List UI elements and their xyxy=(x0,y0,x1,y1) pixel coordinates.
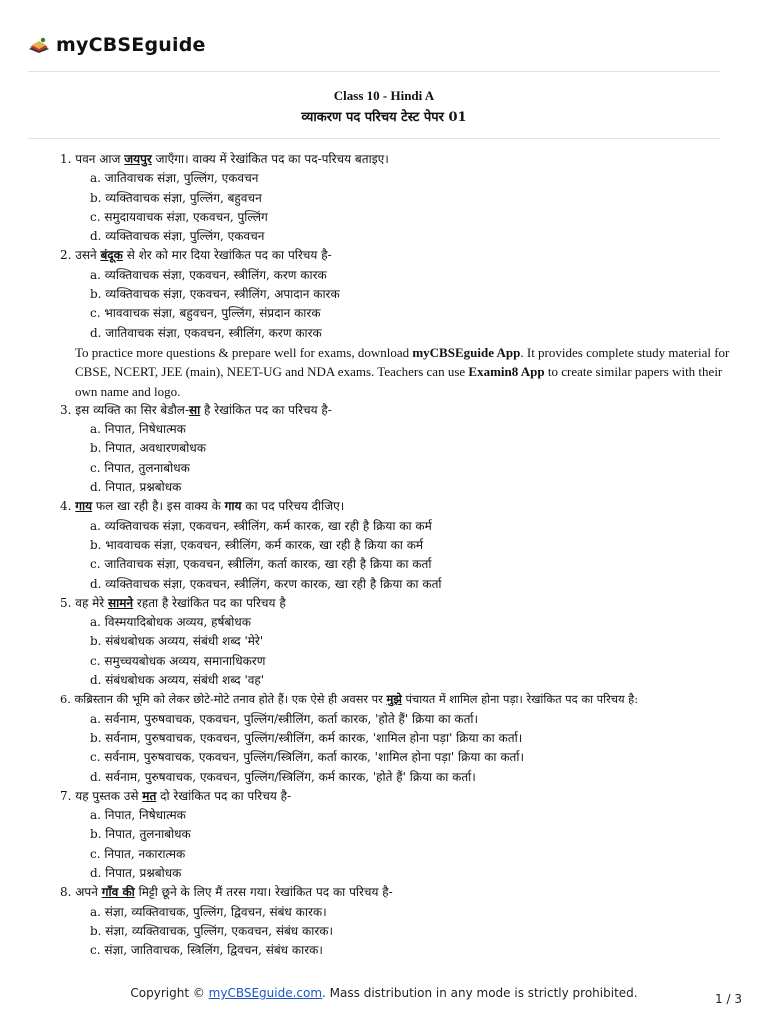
paper-title: व्याकरण पद परिचय टेस्ट पेपर 01 xyxy=(301,110,467,125)
option: c. संज्ञा, जातिवाचक, स्त्रिलिंग, द्विवचन, संबंध कारक। xyxy=(90,943,323,958)
option: c. समुदायवाचक संज्ञा, एकवचन, पुल्लिंग xyxy=(90,209,268,224)
option: b. व्यक्तिवाचक संज्ञा, एकवचन, स्त्रीलिंग, अपादान कारक xyxy=(90,287,340,302)
question: 2. उसने बंदूक से शेर को मार दिया रेखांकित पद का परिचय है- xyxy=(60,248,332,263)
option: d. सर्वनाम, पुरुषवाचक, एकवचन, पुल्लिंग/स्त्रिलिंग, कर्म कारक, 'होते हैं' क्रिया का कर्ता। xyxy=(90,769,476,784)
copyright-link[interactable]: myCBSEguide.com xyxy=(208,986,323,1000)
header xyxy=(28,30,206,60)
underlined-word: बंदूक xyxy=(100,248,123,263)
option: d. जातिवाचक संज्ञा, एकवचन, स्त्रीलिंग, करण कारक xyxy=(90,325,322,340)
option: b. निपात, अवधारणबोधक xyxy=(90,441,206,456)
option: c. निपात, नकारात्मक xyxy=(90,846,186,861)
promo-paragraph: To practice more questions & prepare well for exams, download myCBSEguide App. It provides complete study material for CBSE, NCERT, JEE (main), NEET-UG and NDA exams. Teachers can use Examin8 App to create similar papers with their own name and logo. xyxy=(75,344,730,399)
option: a. जातिवाचक संज्ञा, पुल्लिंग, एकवचन xyxy=(90,171,259,186)
option: a. निपात, निषेधात्मक xyxy=(90,422,186,437)
question: 3. इस व्यक्ति का सिर बेडौल-सा है रेखांकित पद का परिचय है- xyxy=(60,402,332,417)
option: d. निपात, प्रश्नबोधक xyxy=(90,865,182,880)
header-divider xyxy=(28,71,720,72)
title-divider xyxy=(28,138,720,139)
underlined-word: गाय xyxy=(75,499,93,514)
question: 4. गाय फल खा रही है। इस वाक्य के गाय का पद परिचय दीजिए। xyxy=(60,499,345,514)
option: d. व्यक्तिवाचक संज्ञा, एकवचन, स्त्रीलिंग, करण कारक, खा रही है क्रिया का कर्ता xyxy=(90,576,442,591)
footer: Copyright © myCBSEguide.com. Mass distribution in any mode is strictly prohibited. xyxy=(130,986,638,1000)
page-number: 1 / 3 xyxy=(715,992,742,1006)
option: a. व्यक्तिवाचक संज्ञा, एकवचन, स्त्रीलिंग, करण कारक xyxy=(90,267,327,282)
option: b. संज्ञा, व्यक्तिवाचक, पुल्लिंग, एकवचन, संबंध कारक। xyxy=(90,923,333,938)
option: a. निपात, निषेधात्मक xyxy=(90,808,186,823)
underlined-word: गाँव की xyxy=(101,885,135,900)
question: 5. वह मेरे सामने रहता है रेखांकित पद का परिचय है xyxy=(60,595,286,610)
question-list xyxy=(60,150,732,960)
bold-word: गाय xyxy=(224,499,242,514)
option: a. व्यक्तिवाचक संज्ञा, एकवचन, स्त्रीलिंग, कर्म कारक, खा रही है क्रिया का कर्म xyxy=(90,518,432,533)
underlined-word: मुझे xyxy=(386,692,402,707)
option: d. संबंधबोधक अव्यय, संबंधी शब्द 'वह' xyxy=(90,673,265,688)
option: b. निपात, तुलनाबोधक xyxy=(90,827,191,842)
class-title: Class 10 - Hindi A xyxy=(333,88,435,103)
app-name: myCBSEguide App xyxy=(412,344,521,360)
book-logo-icon xyxy=(28,36,50,54)
option: c. निपात, तुलनाबोधक xyxy=(90,460,190,475)
option: c. समुच्चयबोधक अव्यय, समानाधिकरण xyxy=(90,653,266,668)
option: a. सर्वनाम, पुरुषवाचक, एकवचन, पुल्लिंग/स्त्रीलिंग, कर्ता कारक, 'होते हैं' क्रिया का कर्ता। xyxy=(90,711,479,726)
option: b. संबंधबोधक अव्यय, संबंधी शब्द 'मेरे' xyxy=(90,634,264,649)
option: b. व्यक्तिवाचक संज्ञा, पुल्लिंग, बहुवचन xyxy=(90,190,262,205)
option: b. सर्वनाम, पुरुषवाचक, एकवचन, पुल्लिंग/स्त्रीलिंग, कर्म कारक, 'शामिल होना पड़ा' क्रिया का कर्ता। xyxy=(90,730,523,745)
question: 7. यह पुस्तक उसे मत दो रेखांकित पद का परिचय है- xyxy=(60,788,292,803)
option: d. व्यक्तिवाचक संज्ञा, पुल्लिंग, एकवचन xyxy=(90,229,265,244)
option: c. सर्वनाम, पुरुषवाचक, एकवचन, पुल्लिंग/स्त्रिलिंग, कर्ता कारक, 'शामिल होना पड़ा' क्रिया का कर्ता। xyxy=(90,750,525,765)
question: 6. कब्रिस्तान की भूमि को लेकर छोटे-मोटे तनाव होते हैं। एक ऐसे ही अवसर पर मुझे पंचायत में शामिल होना पड़ा। रेखांकित पद का परिचय है: xyxy=(60,692,639,707)
option: b. भाववाचक संज्ञा, एकवचन, स्त्रीलिंग, कर्म कारक, खा रही है क्रिया का कर्म xyxy=(90,537,424,552)
underlined-word: जयपुर xyxy=(124,152,152,166)
question: 8. अपने गाँव की मिट्टी छूने के लिए मैं तरस गया। रेखांकित पद का परिचय है- xyxy=(60,885,393,900)
option: c. भाववाचक संज्ञा, बहुवचन, पुल्लिंग, संप्रदान कारक xyxy=(90,306,321,321)
underlined-word: सा xyxy=(189,402,201,417)
underlined-word: मत xyxy=(142,788,157,803)
underlined-word: सामने xyxy=(108,595,134,610)
question: 1. पवन आज जयपुर जाएँगा। वाक्य में रेखांकित पद का पद-परिचय बताइए। xyxy=(60,152,389,166)
examin8-app-name: Examin8 App xyxy=(468,364,545,380)
option: c. जातिवाचक संज्ञा, एकवचन, स्त्रीलिंग, कर्ता कारक, खा रही है क्रिया का कर्ता xyxy=(90,557,432,572)
brand-name[interactable]: myCBSEguide xyxy=(56,34,206,56)
option: d. निपात, प्रश्नबोधक xyxy=(90,480,182,495)
option: a. विस्मयादिबोधक अव्यय, हर्षबोधक xyxy=(90,615,252,630)
option: a. संज्ञा, व्यक्तिवाचक, पुल्लिंग, द्विवचन, संबंध कारक। xyxy=(90,904,327,919)
